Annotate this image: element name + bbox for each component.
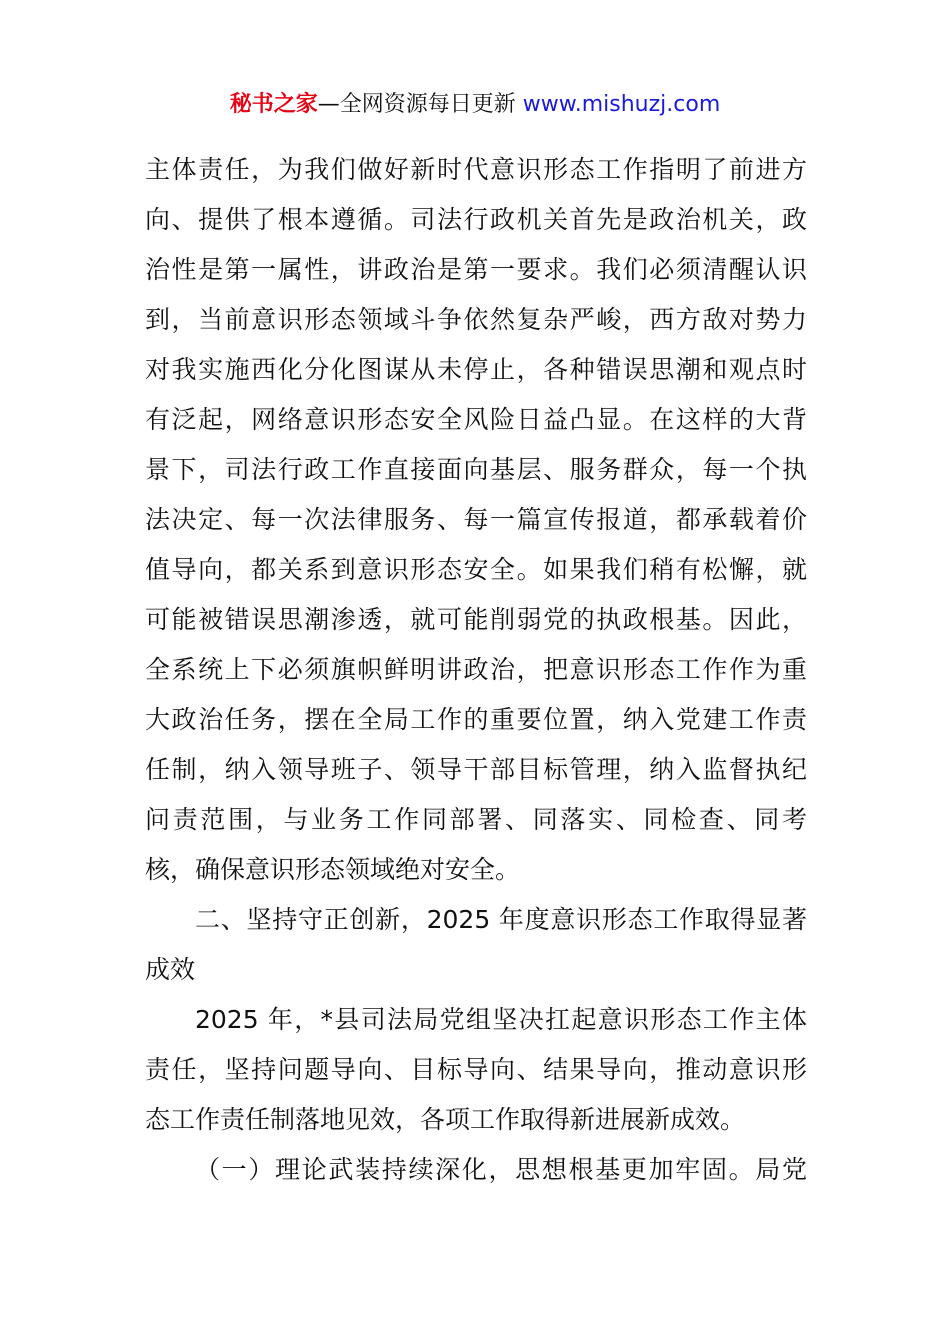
body-line: 核，确保意识形态领域绝对安全。 xyxy=(145,855,521,884)
body-line: 到，当前意识形态领域斗争依然复杂严峻，西方敌对势力 xyxy=(145,305,807,334)
site-header-banner xyxy=(0,88,950,122)
site-url-link[interactable]: www.mishuzj.com xyxy=(522,92,721,117)
body-line: 问责范围，与业务工作同部署、同落实、同检查、同考 xyxy=(145,805,807,834)
body-line: 态工作责任制落地见效，各项工作取得新进展新成效。 xyxy=(145,1105,746,1134)
body-line: 大政治任务，摆在全局工作的重要位置，纳入党建工作责 xyxy=(145,705,807,734)
site-tagline: —全网资源每日更新 xyxy=(317,92,523,117)
body-line: 对我实施西化分化图谋从未停止，各种错误思潮和观点时 xyxy=(145,355,807,384)
body-line: 法决定、每一次法律服务、每一篇宣传报道，都承载着价 xyxy=(145,505,807,534)
document-body xyxy=(145,145,807,1195)
body-line: 值导向，都关系到意识形态安全。如果我们稍有松懈，就 xyxy=(145,555,807,584)
section-heading-line: 成效 xyxy=(145,955,196,984)
body-line: 责任，坚持问题导向、目标导向、结果导向，推动意识形 xyxy=(145,1055,807,1084)
section-heading-line: 二、坚持守正创新，2025 年度意识形态工作取得显著 xyxy=(195,905,807,934)
body-line: 主体责任，为我们做好新时代意识形态工作指明了前进方 xyxy=(145,155,807,184)
body-line: 任制，纳入领导班子、领导干部目标管理，纳入监督执纪 xyxy=(145,755,807,784)
subsection-heading-line: （一）理论武装持续深化，思想根基更加牢固。局党 xyxy=(195,1155,807,1184)
body-line: 治性是第一属性，讲政治是第一要求。我们必须清醒认识 xyxy=(145,255,807,284)
body-line: 2025 年，*县司法局党组坚决扛起意识形态工作主体 xyxy=(195,1005,807,1034)
body-line: 向、提供了根本遵循。司法行政机关首先是政治机关，政 xyxy=(145,205,807,234)
body-line: 全系统上下必须旗帜鲜明讲政治，把意识形态工作作为重 xyxy=(145,655,807,684)
body-line: 有泛起，网络意识形态安全风险日益凸显。在这样的大背 xyxy=(145,405,807,434)
body-line: 可能被错误思潮渗透，就可能削弱党的执政根基。因此， xyxy=(145,605,807,634)
body-line: 景下，司法行政工作直接面向基层、服务群众，每一个执 xyxy=(145,455,807,484)
site-brand: 秘书之家 xyxy=(229,92,318,117)
